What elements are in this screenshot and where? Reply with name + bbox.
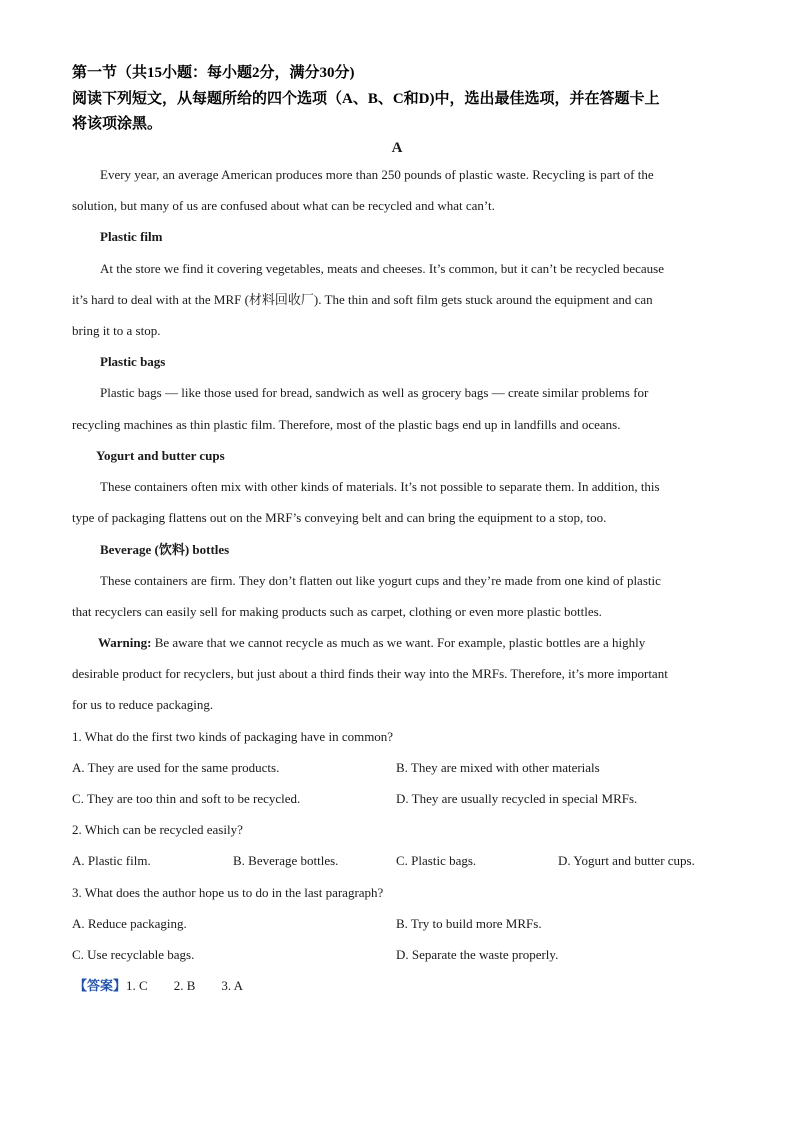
paragraph-line: Plastic bags — like those used for bread, sandwich as well as grocery bags — create similar problems for [100,385,649,400]
instructions-line-2: 将该项涂黑。 [72,116,163,132]
section-heading-beverage-bottles: Beverage (饮料) bottles [100,542,230,557]
answer-option: D. They are usually recycled in special MRFs. [396,791,638,806]
answer-option: A. They are used for the same products. [72,760,280,775]
question-stem: 1. What do the first two kinds of packaging have in common? [72,729,394,744]
paragraph-line: These containers are firm. They don’t flatten out like yogurt cups and they’re made from one kind of plastic [100,573,661,588]
section-heading-plastic-film: Plastic film [100,229,163,244]
question-stem: 2. Which can be recycled easily? [72,822,243,837]
question-stem: 3. What does the author hope us to do in the last paragraph? [72,885,384,900]
paragraph-line: for us to reduce packaging. [72,697,214,712]
paragraph-line: that recyclers can easily sell for making products such as carpet, clothing or even more plastic bottles. [72,604,602,619]
answer-option: C. Use recyclable bags. [72,947,195,962]
paragraph-line: it’s hard to deal with at the MRF (材料回收厂). The thin and soft film gets stuck around the equipment and can [72,292,653,307]
answer-value: 2. B [173,978,196,993]
answer-option: C. Plastic bags. [396,853,477,868]
section-title: 第一节（共15小题：每小题2分，满分30分) [72,65,355,81]
answer-option: A. Reduce packaging. [72,916,187,931]
intro-line: Every year, an average American produces more than 250 pounds of plastic waste. Recycling is part of the [100,167,654,182]
paragraph-line: desirable product for recyclers, but just about a third finds their way into the MRFs. Therefore, it’s more important [72,666,668,681]
answer-option: B. Try to build more MRFs. [396,916,542,931]
answer-option: D. Separate the waste properly. [396,947,559,962]
intro-line: solution, but many of us are confused about what can be recycled and what can’t. [72,198,495,213]
paragraph-line: At the store we find it covering vegetables, meats and cheeses. It’s common, but it can’t be recycled because [100,261,664,276]
paragraph-line: type of packaging flattens out on the MRF’s conveying belt and can bring the equipment to a stop, too. [72,510,607,525]
answer-option: C. They are too thin and soft to be recycled. [72,791,301,806]
instructions-line-1: 阅读下列短文，从每题所给的四个选项（A、B、C和D)中，选出最佳选项，并在答题卡上 [72,91,660,107]
paragraph-line: These containers often mix with other kinds of materials. It’s not possible to separate them. In addition, this [100,479,660,494]
answer-tag: 【答案】 [74,978,127,993]
answer-option: B. They are mixed with other materials [396,760,600,775]
answer-value: 3. A [221,978,244,993]
answer-key [74,976,243,996]
warning-label: Warning: [98,635,152,650]
warning-paragraph [98,633,645,653]
warning-text: Be aware that we cannot recycle as much as we want. For example, plastic bottles are a highly [151,635,646,650]
paragraph-line: bring it to a stop. [72,323,161,338]
passage-label: A [391,140,403,156]
paragraph-line: recycling machines as thin plastic film. Therefore, most of the plastic bags end up in landfills and oceans. [72,417,621,432]
section-heading-yogurt-cups: Yogurt and butter cups [96,448,225,463]
answer-option: B. Beverage bottles. [233,853,339,868]
answer-option: D. Yogurt and butter cups. [558,853,695,868]
section-heading-plastic-bags: Plastic bags [100,354,166,369]
answer-value: 1. C [126,978,148,993]
answer-option: A. Plastic film. [72,853,151,868]
